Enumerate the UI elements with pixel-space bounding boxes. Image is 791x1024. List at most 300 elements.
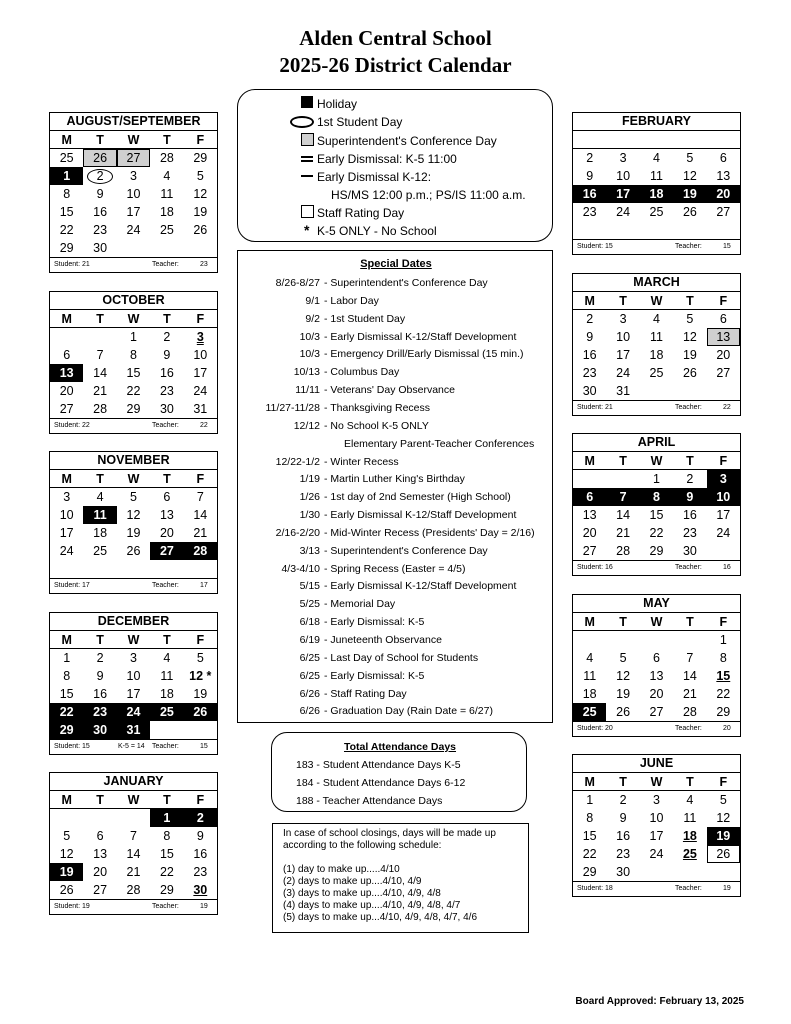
special-date-text: - 1st Student Day: [324, 312, 406, 325]
special-date-text: - Thanksgiving Recess: [324, 401, 431, 414]
day-cell: 29: [159, 883, 174, 897]
month-grid: [573, 131, 740, 239]
day-cell: 30: [83, 721, 116, 739]
day-cell: 18: [682, 829, 697, 843]
month-footer: [50, 418, 217, 433]
month-february: [572, 112, 741, 255]
day-cell: 22: [159, 865, 174, 879]
day-cell: 1: [586, 793, 594, 807]
weekday-header: T: [150, 131, 183, 149]
day-cell: 30: [193, 883, 208, 897]
day-cell: 31: [193, 402, 208, 416]
teacher-label: Teacher:: [675, 404, 702, 411]
day-cell: 17: [649, 829, 664, 843]
month-may: [572, 594, 741, 737]
legend-early-k12: Early Dismissal K-12:: [317, 170, 432, 184]
month-grid: [573, 292, 740, 400]
day-cell: 9: [586, 169, 594, 183]
day-cell: 22: [716, 687, 731, 701]
teacher-label: Teacher:: [675, 725, 702, 732]
day-cell: [707, 382, 740, 400]
day-cell: 10: [616, 330, 631, 344]
day-cell: 28: [682, 705, 697, 719]
special-date-text: - Labor Day: [324, 294, 379, 307]
special-date-text: - Early Dismissal K-12/Staff Development: [324, 580, 517, 593]
attendance-item: 183 - Student Attendance Days K-5: [296, 759, 461, 771]
special-date-item: [238, 363, 554, 381]
month-name: MARCH: [573, 274, 740, 292]
day-cell: 26: [184, 703, 217, 721]
weekday-header: M: [573, 773, 606, 791]
special-date: 5/25: [299, 598, 320, 611]
special-date-text: - Spring Recess (Easter = 4/5): [324, 562, 466, 575]
day-cell: [673, 863, 706, 881]
student-label: Student:: [54, 422, 81, 429]
day-cell: 18: [582, 687, 597, 701]
day-cell: 19: [126, 526, 141, 540]
day-cell: [184, 721, 217, 739]
day-cell: 9: [196, 829, 204, 843]
day-cell: 26: [126, 544, 141, 558]
day-cell: 25: [159, 223, 174, 237]
day-cell: 12: [616, 669, 631, 683]
special-date-item: [238, 470, 554, 488]
day-cell: 25: [649, 366, 664, 380]
day-cell: 5: [686, 151, 694, 165]
day-cell: 29: [582, 865, 597, 879]
special-date-text: - Juneteenth Observance: [324, 634, 442, 646]
weekday-header: T: [83, 310, 116, 328]
day-cell: [150, 239, 183, 257]
day-cell: 30: [582, 384, 597, 398]
month-name: FEBRUARY: [573, 113, 740, 131]
month-june: [572, 754, 741, 897]
day-cell: 5: [719, 793, 727, 807]
weekday-header: M: [50, 131, 83, 149]
special-date: 6/26: [299, 705, 320, 718]
weekday-header: M: [50, 631, 83, 649]
day-cell: 6: [96, 829, 104, 843]
weekday-header: T: [150, 310, 183, 328]
day-cell: 10: [126, 187, 141, 201]
month-footer: [573, 721, 740, 736]
day-cell: 4: [686, 793, 694, 807]
special-date: 6/26: [299, 687, 320, 700]
day-cell: 5: [196, 169, 204, 183]
day-cell: [184, 560, 217, 578]
day-cell: 29: [716, 705, 731, 719]
month-grid: [50, 791, 217, 899]
day-cell: 18: [159, 205, 174, 219]
closings-item: (2) days to make up....4/10, 4/9: [283, 876, 422, 887]
day-cell: 31: [616, 384, 631, 398]
day-cell: 19: [50, 863, 83, 881]
day-cell: 7: [196, 490, 204, 504]
month-footer: [50, 739, 217, 754]
day-cell: 7: [606, 488, 639, 506]
day-cell: [83, 167, 116, 185]
student-days: 22: [82, 422, 90, 429]
special-date: 1/30: [299, 509, 320, 522]
attendance-item: 188 - Teacher Attendance Days: [296, 795, 443, 807]
special-date-text: - Winter Recess: [324, 455, 399, 468]
day-cell: 25: [59, 151, 74, 165]
day-cell: 19: [193, 687, 208, 701]
day-cell: 17: [126, 687, 141, 701]
special-dates-box: [237, 250, 553, 723]
special-date-item: [238, 667, 554, 685]
day-cell: 29: [649, 544, 664, 558]
month-name: OCTOBER: [50, 292, 217, 310]
day-cell: 25: [682, 847, 697, 861]
closings-intro: In case of school closings, days will be made up: [283, 828, 496, 839]
day-cell: 22: [59, 223, 74, 237]
legend-first-day: 1st Student Day: [317, 115, 403, 129]
holiday-swatch-icon: [301, 96, 313, 108]
day-cell: 17: [59, 526, 74, 540]
student-days: 15: [605, 243, 613, 250]
day-cell: 1: [719, 633, 727, 647]
day-cell: 25: [150, 703, 183, 721]
day-cell: 2: [619, 793, 627, 807]
weekday-header: M: [573, 452, 606, 470]
special-date-item: [238, 488, 554, 506]
special-date: 10/3: [299, 330, 320, 343]
day-cell: 15: [59, 205, 74, 219]
day-cell: 13: [50, 364, 83, 382]
day-cell: 14: [682, 669, 697, 683]
weekday-header: T: [673, 773, 706, 791]
special-date: 10/3: [299, 348, 320, 361]
special-date-item: [238, 381, 554, 399]
weekday-header: T: [673, 292, 706, 310]
day-cell: 10: [193, 348, 208, 362]
closings-intro: according to the following schedule:: [283, 840, 442, 851]
day-cell: 8: [719, 651, 727, 665]
teacher-days: 20: [723, 725, 731, 732]
special-date: 11/11: [295, 384, 320, 397]
day-cell: 1: [653, 472, 660, 486]
teacher-days: 23: [200, 261, 208, 268]
student-label: Student:: [54, 743, 81, 750]
weekday-header: F: [184, 470, 217, 488]
day-cell: 10: [126, 669, 141, 683]
closings-item: (4) days to make up....4/10, 4/9, 4/8, 4/7: [283, 900, 461, 911]
weekday-header: W: [117, 791, 150, 809]
special-date-text: - Columbus Day: [324, 366, 400, 379]
day-cell: 24: [616, 205, 631, 219]
day-cell: 3: [130, 651, 137, 665]
day-cell: 16: [159, 366, 174, 380]
day-cell: 26: [707, 845, 740, 863]
day-cell: 12: [682, 330, 697, 344]
special-date-text: - Graduation Day (Rain Date = 6/27): [324, 705, 493, 718]
month-grid: [573, 452, 740, 560]
day-cell: [640, 631, 673, 649]
weekday-header: W: [117, 131, 150, 149]
day-cell: 19: [193, 205, 208, 219]
special-date: 11/27-11/28: [265, 401, 320, 414]
special-date-text: - Emergency Drill/Early Dismissal (15 min.): [324, 348, 524, 361]
weekday-header: W: [117, 631, 150, 649]
weekday-header: T: [606, 773, 639, 791]
weekday-header: T: [673, 613, 706, 631]
teacher-label: Teacher:: [152, 903, 179, 910]
day-cell: [50, 328, 83, 346]
special-date-text: Elementary Parent-Teacher Conferences: [344, 437, 535, 450]
k5-days: K-5 = 14: [118, 743, 145, 750]
underline-icon: [301, 175, 313, 177]
day-cell: 28: [93, 402, 108, 416]
attendance-title: Total Attendance Days: [343, 741, 457, 753]
day-cell: 31: [117, 721, 150, 739]
day-cell: 9: [163, 348, 171, 362]
special-date-item: [238, 345, 554, 363]
day-cell: 21: [126, 865, 141, 879]
special-date-item: [238, 417, 554, 435]
day-cell: 10: [616, 169, 631, 183]
day-cell: 23: [582, 205, 597, 219]
day-cell: 13: [649, 669, 664, 683]
day-cell: [150, 721, 183, 739]
day-cell: [707, 542, 740, 560]
day-cell: 13: [716, 169, 731, 183]
day-cell: 16: [582, 348, 597, 362]
day-cell: 6: [163, 490, 171, 504]
special-date: 9/2: [305, 312, 320, 325]
special-date-text: - Martin Luther King's Birthday: [324, 473, 465, 486]
special-date-text: - Early Dismissal: K-5: [324, 616, 425, 629]
day-cell: 22: [649, 526, 664, 540]
day-cell: 17: [616, 348, 631, 362]
day-cell: 13: [582, 508, 597, 522]
closings-item: (1) day to make up.....4/10: [283, 864, 400, 875]
day-cell: 12: [716, 811, 731, 825]
day-cell: [606, 631, 639, 649]
day-cell: 16: [616, 829, 631, 843]
day-cell: 30: [93, 241, 108, 255]
day-cell: 26: [682, 366, 697, 380]
day-cell: 7: [686, 651, 694, 665]
day-cell: 13: [159, 508, 174, 522]
special-date-item: [238, 328, 554, 346]
weekday-header: T: [606, 613, 639, 631]
special-date: 5/15: [299, 580, 320, 593]
month-grid: [50, 310, 217, 418]
day-cell: 16: [682, 508, 697, 522]
weekday-header: W: [640, 773, 673, 791]
special-date-item: [238, 274, 554, 292]
day-cell: 5: [63, 829, 71, 843]
day-cell: 26: [193, 223, 208, 237]
day-cell: 8: [163, 829, 171, 843]
day-cell: 27: [649, 705, 664, 719]
day-cell: 8: [640, 488, 673, 506]
day-cell: 21: [616, 526, 631, 540]
day-cell: 18: [640, 185, 673, 203]
day-cell: 15: [126, 366, 141, 380]
student-days: 16: [605, 564, 613, 571]
day-cell: 4: [163, 169, 171, 183]
day-cell: 5: [130, 490, 137, 504]
teacher-label: Teacher:: [675, 885, 702, 892]
weekday-header: W: [640, 292, 673, 310]
day-cell: 27: [93, 883, 108, 897]
weekday-header: T: [83, 791, 116, 809]
day-cell: 11: [683, 811, 697, 825]
legend-holiday: Holiday: [317, 97, 358, 111]
legend-early-k12-detail: HS/MS 12:00 p.m.; PS/IS 11:00 a.m.: [331, 188, 526, 202]
day-cell: 3: [619, 151, 627, 165]
teacher-label: Teacher:: [675, 243, 702, 250]
special-date-item: [238, 399, 554, 417]
day-cell: 20: [582, 526, 597, 540]
weekday-header: T: [83, 131, 116, 149]
teacher-label: Teacher:: [152, 743, 179, 750]
day-cell: 9: [586, 330, 594, 344]
day-cell: 22: [582, 847, 597, 861]
weekday-header: W: [640, 452, 673, 470]
month-name: JANUARY: [50, 773, 217, 791]
weekday-header: [573, 131, 606, 149]
day-cell: 27: [716, 205, 731, 219]
teacher-days: 19: [200, 903, 208, 910]
day-cell: 24: [59, 544, 74, 558]
day-cell: [573, 470, 606, 488]
month-footer: [573, 560, 740, 575]
day-cell: 16: [93, 205, 108, 219]
month-name: APRIL: [573, 434, 740, 452]
special-date: 1/19: [299, 473, 320, 486]
month-footer: [573, 881, 740, 896]
day-cell: 12: [59, 847, 74, 861]
weekday-header: W: [117, 470, 150, 488]
day-cell: 23: [83, 703, 116, 721]
weekday-header: F: [707, 773, 740, 791]
day-cell: 15: [159, 847, 174, 861]
month-april: [572, 433, 741, 576]
day-cell: 14: [126, 847, 141, 861]
special-date-text: - Mid-Winter Recess (Presidents' Day = 2/16): [324, 526, 535, 539]
day-cell: 9: [619, 811, 627, 825]
student-label: Student:: [577, 564, 604, 571]
day-cell: 25: [93, 544, 108, 558]
day-cell: 13: [93, 847, 108, 861]
teacher-days: 16: [723, 564, 731, 571]
day-cell: 9: [673, 488, 706, 506]
special-date-item: [238, 292, 554, 310]
teacher-days: 15: [200, 743, 208, 750]
student-days: 19: [82, 903, 90, 910]
day-cell: [150, 560, 183, 578]
month-footer: [573, 239, 740, 254]
special-date: 2/16-2/20: [275, 526, 320, 539]
day-cell: 2: [586, 151, 594, 165]
day-cell: 12: [126, 508, 141, 522]
special-date-item: [238, 685, 554, 703]
weekday-header: F: [184, 631, 217, 649]
day-cell: 18: [93, 526, 108, 540]
day-cell: 4: [653, 312, 660, 326]
student-days: 21: [82, 261, 90, 268]
special-date-text: - Superintendent's Conference Day: [324, 277, 488, 289]
day-cell: 4: [653, 151, 660, 165]
day-cell: 21: [93, 384, 108, 398]
day-cell: 19: [682, 348, 697, 362]
weekday-header: T: [606, 292, 639, 310]
special-dates-title: Special Dates: [360, 258, 432, 270]
month-aug-sep: [49, 112, 218, 273]
day-cell: 9: [96, 187, 104, 201]
closings-item: (3) days to make up....4/10, 4/9, 4/8: [283, 888, 441, 899]
day-cell: 12: [682, 169, 697, 183]
day-cell: [573, 221, 606, 239]
day-cell: 17: [126, 205, 141, 219]
student-days: 20: [605, 725, 613, 732]
teacher-label: Teacher:: [152, 582, 179, 589]
day-cell: 6: [719, 151, 727, 165]
month-grid: [573, 773, 740, 881]
student-label: Student:: [577, 885, 604, 892]
teacher-days: 19: [723, 885, 731, 892]
day-cell: [673, 221, 706, 239]
day-cell: 6: [573, 488, 606, 506]
day-cell: [50, 560, 83, 578]
month-name: AUGUST/SEPTEMBER: [50, 113, 217, 131]
weekday-header: T: [150, 470, 183, 488]
day-cell: 17: [716, 508, 731, 522]
teacher-label: Teacher:: [152, 261, 179, 268]
day-cell: 30: [159, 402, 174, 416]
day-cell: 16: [573, 185, 606, 203]
special-date-text: - Superintendent's Conference Day: [324, 544, 488, 557]
day-cell: 30: [616, 865, 631, 879]
special-date-text: - Early Dismissal: K-5: [324, 669, 425, 682]
day-cell: 15: [582, 829, 597, 843]
day-cell: 11: [650, 330, 663, 344]
attendance-box: [271, 732, 527, 812]
weekday-header: [606, 131, 639, 149]
day-cell: [673, 631, 706, 649]
weekday-header: M: [50, 791, 83, 809]
legend-k5-only: K-5 ONLY - No School: [317, 224, 437, 238]
day-cell: 22: [50, 703, 83, 721]
special-date: 3/13: [299, 544, 320, 557]
weekday-header: F: [707, 292, 740, 310]
weekday-header: W: [640, 613, 673, 631]
special-date-text: - Last Day of School for Students: [324, 651, 479, 664]
month-footer: [50, 578, 217, 593]
day-cell: [573, 631, 606, 649]
day-cell: 1: [130, 330, 137, 344]
day-cell: 2: [163, 330, 171, 344]
day-cell: 2: [586, 312, 594, 326]
day-cell: 24: [126, 223, 141, 237]
weekday-header: [640, 131, 673, 149]
day-cell: 13: [707, 328, 740, 346]
special-date-text: - Staff Rating Day: [324, 687, 407, 700]
day-cell: [117, 239, 150, 257]
student-label: Student:: [577, 725, 604, 732]
staff-rating-box-icon: [301, 205, 314, 218]
double-underline-icon: [301, 156, 313, 162]
day-cell: 1: [63, 651, 71, 665]
special-date: 8/26-8/27: [275, 277, 320, 289]
special-date: 10/13: [293, 366, 320, 379]
day-cell: 27: [59, 402, 74, 416]
special-date-item: [238, 435, 554, 453]
day-cell: 7: [96, 348, 104, 362]
